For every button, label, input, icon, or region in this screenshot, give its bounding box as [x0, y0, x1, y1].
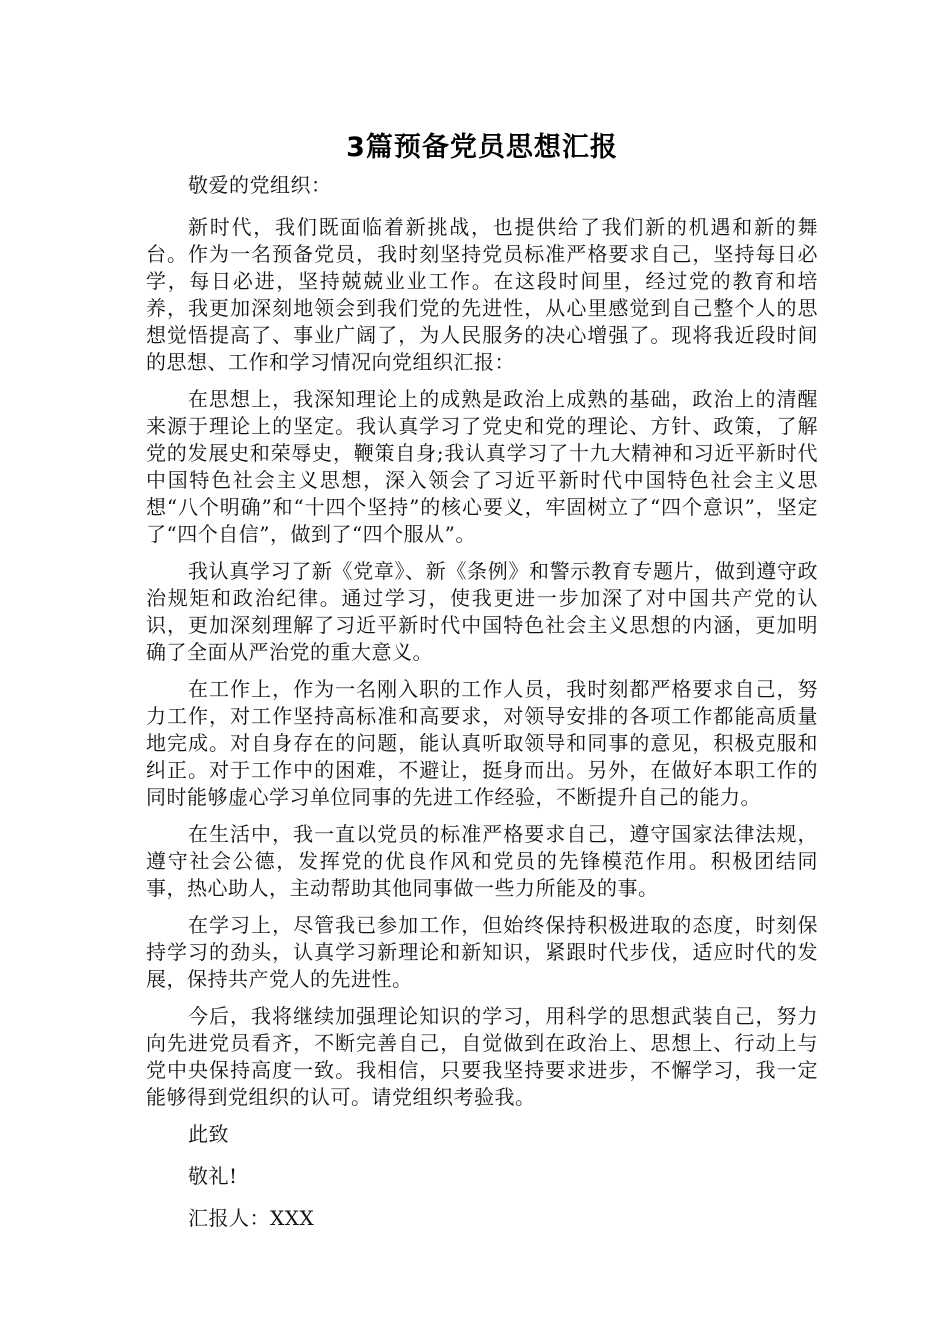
document-page	[146, 128, 818, 1247]
paragraph-life: 在生活中，我一直以党员的标准严格要求自己，遵守国家法律法规，遵守社会公德，发挥党的优良作风和党员的先锋模范作用。积极团结同事，热心助人，主动帮助其他同事做一些力所能及的事。	[146, 822, 818, 900]
paragraph-learning: 在学习上，尽管我已参加工作，但始终保持积极进取的态度，时刻保持学习的劲头，认真学习新理论和新知识，紧跟时代步伐，适应时代的发展，保持共产党人的先进性。	[146, 913, 818, 991]
closing-line-1: 此致	[188, 1122, 229, 1146]
paragraph-future: 今后，我将继续加强理论知识的学习，用科学的思想武装自己，努力向先进党员看齐，不断完善自己，自觉做到在政治上、思想上、行动上与党中央保持高度一致。我相信，只要我坚持要求进步，不懈学习，我一定能够得到党组织的认可。请党组织考验我。	[146, 1004, 818, 1109]
document-title: 3篇预备党员思想汇报	[346, 132, 618, 163]
signature: 汇报人：XXX	[188, 1206, 315, 1230]
paragraph-study-charter: 我认真学习了新《党章》、新《条例》和警示教育专题片，做到遵守政治规矩和政治纪律。通过学习，使我更进一步加深了对中国共产党的认识，更加深刻理解了习近平新时代中国特色社会主义思想的内涵，更加明确了全面从严治党的重大意义。	[146, 559, 818, 664]
closing-line-2: 敬礼!	[188, 1164, 238, 1188]
paragraph-intro: 新时代，我们既面临着新挑战，也提供给了我们新的机遇和新的舞台。作为一名预备党员，我时刻坚持党员标准严格要求自己，坚持每日必学，每日必进，坚持兢兢业业工作。在这段时间里，经过党的教育和培养，我更加深刻地领会到我们党的先进性，从心里感觉到自己整个人的思想觉悟提高了、事业广阔了，为人民服务的决心增强了。现将我近段时间的思想、工作和学习情况向党组织汇报：	[146, 215, 818, 374]
salutation: 敬爱的党组织：	[188, 173, 332, 197]
paragraph-work: 在工作上，作为一名刚入职的工作人员，我时刻都严格要求自己，努力工作，对工作坚持高标准和高要求，对领导安排的各项工作都能高质量地完成。对自身存在的问题，能认真听取领导和同事的意见，积极克服和纠正。对于工作中的困难，不避让，挺身而出。另外，在做好本职工作的同时能够虚心学习单位同事的先进工作经验，不断提升自己的能力。	[146, 677, 818, 809]
paragraph-thought: 在思想上，我深知理论上的成熟是政治上成熟的基础，政治上的清醒来源于理论上的坚定。我认真学习了党史和党的理论、方针、政策，了解党的发展史和荣辱史，鞭策自身;我认真学习了十九大精神和习近平新时代中国特色社会主义思想，深入领会了习近平新时代中国特色社会主义思想“八个明确”和“十四个坚持”的核心要义，牢固树立了“四个意识”，坚定了“四个自信”，做到了“四个服从”。	[146, 387, 818, 546]
